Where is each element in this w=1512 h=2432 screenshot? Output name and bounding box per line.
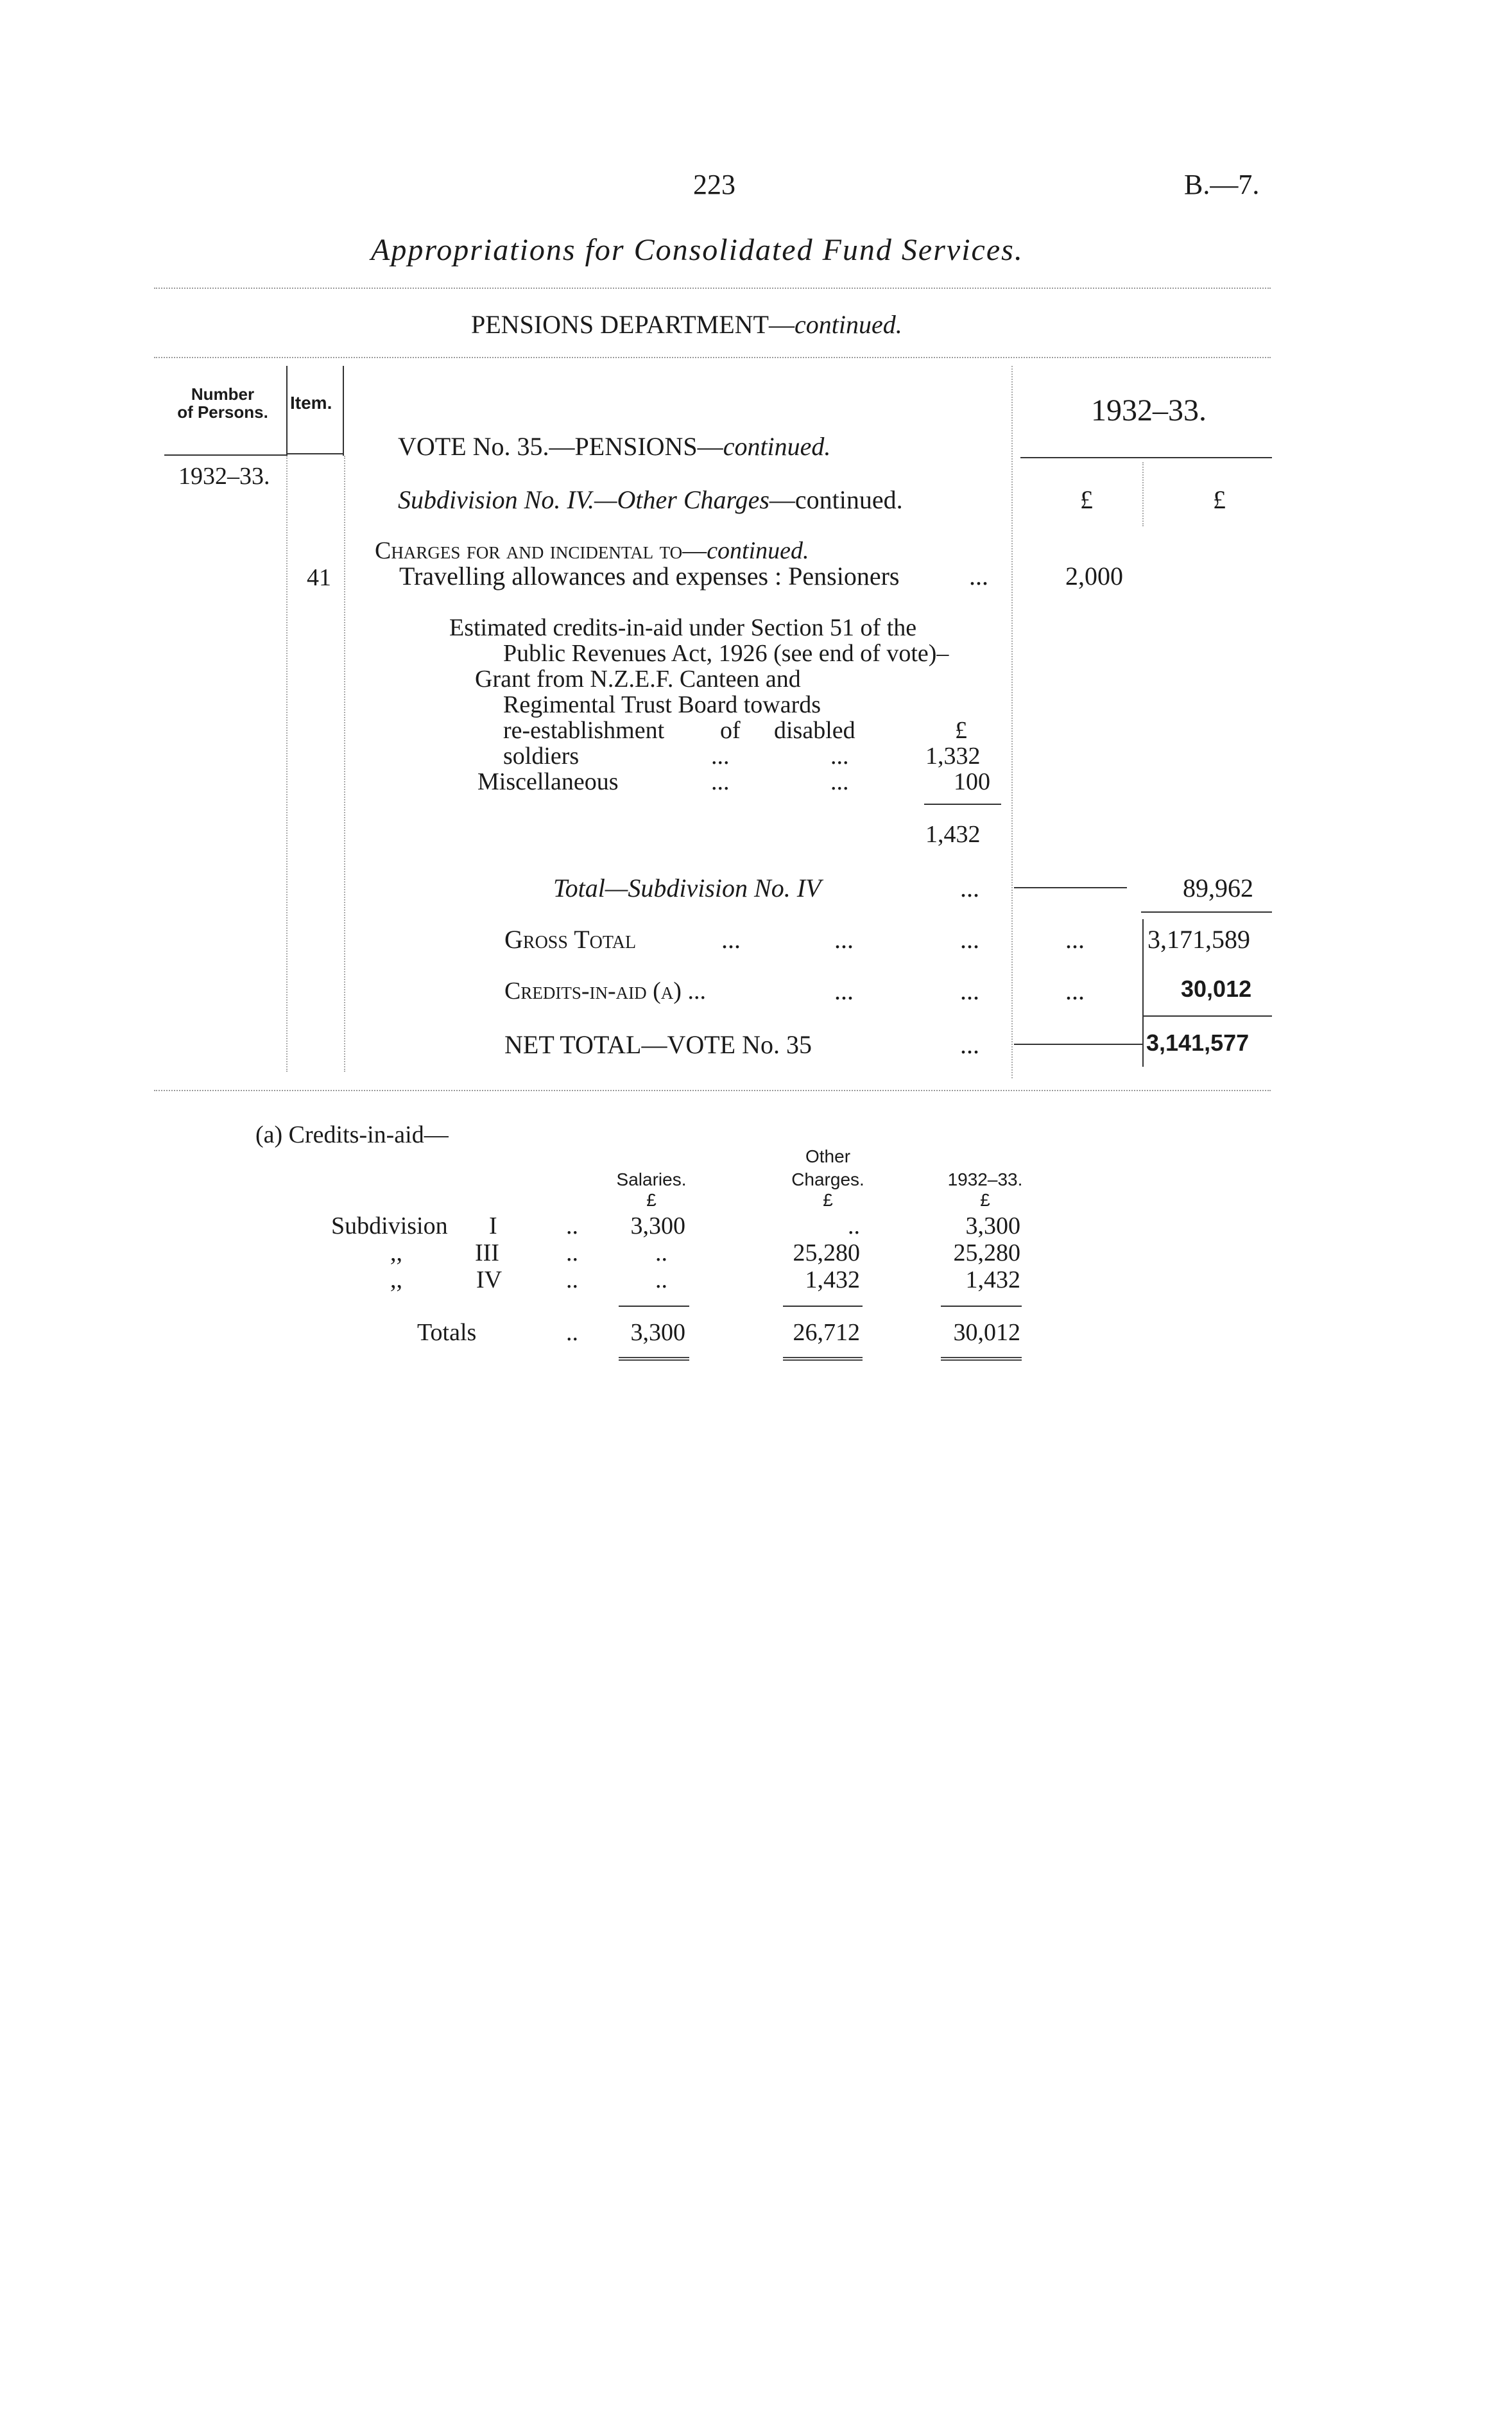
title-rule: [154, 288, 1271, 289]
footnote-row-salaries: 3,300: [630, 1212, 685, 1239]
col-rule-persons: [286, 456, 288, 1072]
gross-dots-1: ...: [721, 925, 741, 954]
subdivision-total-amount: 89,962: [1183, 874, 1253, 902]
grant-dots-1: ...: [711, 743, 730, 770]
footnote-totals-year: 30,012: [953, 1319, 1020, 1346]
footnote-row-label: Subdivision: [331, 1212, 448, 1239]
travelling-allowances-label: Travelling allowances and expenses : Pensioners: [399, 562, 900, 591]
department-continued: continued.: [794, 310, 902, 339]
year-column-header: 1932–33.: [1091, 393, 1207, 427]
footnote-row-other: ..: [848, 1212, 860, 1239]
estimated-credits-line2: Public Revenues Act, 1926 (see end of vote)–: [503, 640, 949, 667]
footnote-row-sep: ..: [566, 1266, 578, 1293]
grant-line3-disabled: disabled: [774, 717, 855, 744]
item-col-right-rule: [343, 366, 344, 456]
footnote-row-year: 1,432: [965, 1266, 1020, 1293]
footnote-salaries-total-rule: [619, 1357, 689, 1361]
credits-dots-1: ...: [834, 976, 854, 1005]
number-of-persons-header: Number of Persons.: [177, 384, 268, 422]
footnote-row-year: 3,300: [965, 1212, 1020, 1239]
footnote-totals-label: Totals: [417, 1319, 477, 1346]
vote-title: VOTE No. 35.—PENSIONS—continued.: [398, 432, 831, 461]
net-total-dots: ...: [960, 1030, 979, 1059]
footnote-row-salaries: ..: [655, 1239, 667, 1266]
footnote-totals-salaries: 3,300: [630, 1319, 685, 1346]
subdivision-total-leader: [1014, 887, 1127, 888]
page-title: Appropriations for Consolidated Fund Services.: [371, 233, 1024, 267]
table-top-rule: [154, 357, 1271, 358]
subdivision-heading: Subdivision No. IV.—Other Charges—continued.: [398, 485, 903, 514]
subdivision-total-label: Total—Subdivision No. IV: [553, 874, 821, 902]
persons-year: 1932–33.: [178, 463, 270, 490]
misc-dots-2: ...: [830, 768, 849, 795]
credits-in-aid-label: Credits-in-aid (a) ...: [504, 978, 706, 1005]
gross-total-amount: 3,171,589: [1147, 925, 1250, 954]
pound-sign-right: £: [1213, 485, 1226, 514]
footnote-salaries-rule: [619, 1306, 689, 1307]
footnote-row-sep: ..: [566, 1212, 578, 1239]
gross-dots-2: ...: [834, 925, 854, 954]
grant-line1: Grant from N.Z.E.F. Canteen and: [475, 666, 801, 693]
footnote-row-other: 25,280: [793, 1239, 860, 1266]
grant-amount: 1,332: [925, 743, 981, 770]
pound-sign-left: £: [1080, 485, 1093, 514]
footnote-row-label: ,,: [390, 1266, 402, 1293]
totals-column-rule: [1142, 919, 1144, 1067]
grant-pound-sign: £: [955, 717, 967, 744]
footnote-row-label: ,,: [390, 1239, 402, 1266]
item-header-rule: [286, 453, 343, 454]
footnote-row-num: I: [489, 1212, 497, 1239]
grant-dots-2: ...: [830, 743, 849, 770]
footnote-pound-salaries: £: [646, 1190, 657, 1210]
grant-line3-of: of: [720, 717, 741, 744]
estimated-credits-line1: Estimated credits-in-aid under Section 51 of the: [449, 614, 917, 641]
travelling-dots: ...: [969, 562, 988, 591]
persons-header-rule: [164, 454, 286, 456]
credits-subtotal-rule: [924, 804, 1001, 805]
item-header: Item.: [290, 393, 332, 413]
footnote-col-other-l2: Charges.: [791, 1169, 864, 1189]
page-number: 223: [693, 169, 735, 200]
net-total-leader: [1014, 1044, 1142, 1045]
gross-total-label: Gross Total: [504, 925, 637, 954]
subdivision-total-rule: [1141, 911, 1272, 913]
net-total-label: NET TOTAL—VOTE No. 35: [504, 1030, 812, 1059]
footnote-other-total-rule: [783, 1357, 863, 1361]
footnote-col-year: 1932–33.: [947, 1169, 1023, 1189]
gross-dots-4: ...: [1065, 925, 1085, 954]
grant-line3: re-establishment: [503, 717, 665, 744]
col-rule-item: [344, 456, 345, 1072]
footnote-year-total-rule: [941, 1357, 1022, 1361]
net-total-amount: 3,141,577: [1146, 1030, 1250, 1056]
credits-dots-2: ...: [960, 976, 979, 1005]
miscellaneous-label: Miscellaneous: [477, 768, 619, 795]
grant-line4: soldiers: [503, 743, 580, 770]
footnote-other-rule: [783, 1306, 863, 1307]
year-header-rule: [1020, 457, 1272, 458]
footnote-row-other: 1,432: [805, 1266, 860, 1293]
footnote-pound-other: £: [823, 1190, 833, 1210]
footnote-totals-sep: ..: [566, 1319, 578, 1346]
footnote-row-year: 25,280: [953, 1239, 1020, 1266]
department-heading: [471, 309, 902, 340]
footnote-row-num: IV: [476, 1266, 503, 1293]
credits-rule: [1144, 1015, 1272, 1017]
charges-heading: Charges for and incidental to—continued.: [375, 537, 809, 564]
credits-in-aid-amount: 30,012: [1181, 976, 1252, 1002]
item-number: 41: [307, 564, 331, 591]
col-rule-amount-left: [1011, 366, 1013, 1078]
footnote-col-other-l1: Other: [805, 1146, 851, 1166]
subdivision-total-dots: ...: [960, 874, 979, 902]
col-rule-amount-mid: [1142, 462, 1144, 526]
gross-dots-3: ...: [960, 925, 979, 954]
travelling-amount: 2,000: [1065, 562, 1123, 591]
item-col-left-rule: [286, 366, 288, 456]
misc-amount: 100: [954, 768, 990, 795]
footnote-col-salaries: Salaries.: [616, 1169, 687, 1189]
grant-line2: Regimental Trust Board towards: [503, 691, 821, 718]
footnote-heading: (a) Credits-in-aid—: [255, 1121, 449, 1148]
footnote-row-num: III: [475, 1239, 499, 1266]
footnote-row-salaries: ..: [655, 1266, 667, 1293]
footnote-row-sep: ..: [566, 1239, 578, 1266]
misc-dots-1: ...: [711, 768, 730, 795]
credits-subtotal: 1,432: [925, 821, 981, 848]
credits-dots-3: ...: [1065, 976, 1085, 1005]
document-reference: B.—7.: [1184, 169, 1260, 200]
department-name: PENSIONS DEPARTMENT—: [471, 310, 795, 339]
footnote-year-rule: [941, 1306, 1022, 1307]
footnote-totals-other: 26,712: [793, 1319, 860, 1346]
table-bottom-rule: [154, 1090, 1271, 1091]
footnote-pound-year: £: [980, 1190, 990, 1210]
